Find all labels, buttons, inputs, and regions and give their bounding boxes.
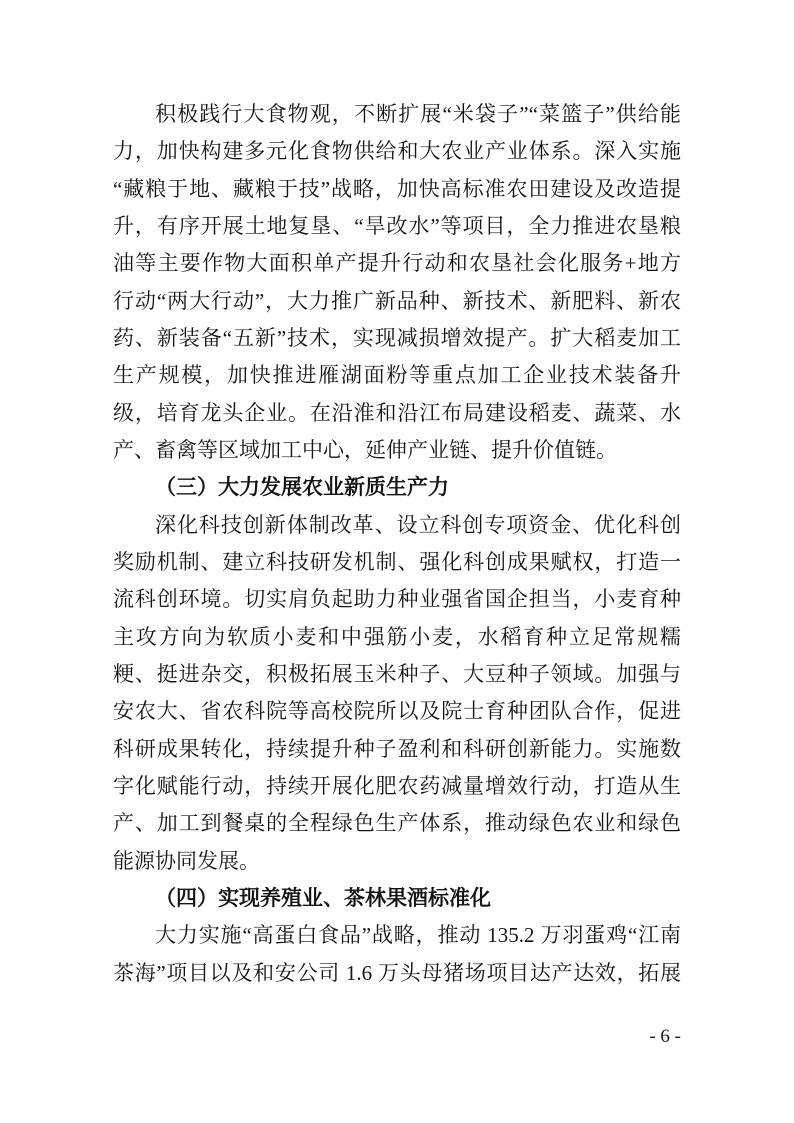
text-line: 油等主要作物大面积单产提升行动和农垦社会化服务+地方	[113, 251, 681, 276]
text-line: 科研成果转化，持续提升种子盈利和科研创新能力。实施数	[113, 736, 681, 761]
text-line: 主攻方向为软质小麦和中强筋小麦，水稻育种立足常规糯	[113, 624, 681, 649]
text-line: 流科创环境。切实肩负起助力种业强省国企担当，小麦育种	[113, 587, 681, 612]
text-line: 行动“两大行动”，大力推广新品种、新技术、新肥料、新农	[113, 288, 681, 313]
section-heading: （三）大力发展农业新质生产力	[155, 475, 449, 500]
text-line: 奖励机制、建立科技研发机制、强化科创成果赋权，打造一	[113, 549, 681, 574]
section-heading: （四）实现养殖业、茶林果酒标准化	[155, 885, 491, 910]
text-line: 字化赋能行动，持续开展化肥农药减量增效行动，打造从生	[113, 773, 681, 798]
text-line: 药、新装备“五新”技术，实现减损增效提产。扩大稻麦加工	[113, 325, 681, 350]
text-line: 产、加工到餐桌的全程绿色生产体系，推动绿色农业和绿色	[113, 811, 681, 836]
text-line: 安农大、省农科院等高校院所以及院士育种团队合作，促进	[113, 699, 681, 724]
text-line: “藏粮于地、藏粮于技”战略，加快高标准农田建设及改造提	[113, 176, 681, 201]
text-line: 生产规模，加快推进雁湖面粉等重点加工企业技术装备升	[113, 363, 681, 388]
page-footer	[113, 1026, 681, 1048]
text-line: 升，有序开展土地复垦、“旱改水”等项目，全力推进农垦粮	[113, 213, 681, 238]
text-line: 深化科技创新体制改革、设立科创专项资金、优化科创	[155, 512, 681, 537]
text-line: 茶海”项目以及和安公司 1.6 万头母猪场项目达产达效，拓展	[113, 960, 681, 985]
page-number: - 6 -	[649, 1026, 681, 1047]
text-line: 能源协同发展。	[113, 848, 260, 873]
text-line: 粳、挺进杂交，积极拓展玉米种子、大豆种子领域。加强与	[113, 661, 681, 686]
text-line: 力，加快构建多元化食物供给和大农业产业体系。深入实施	[113, 139, 681, 164]
document-body	[113, 96, 681, 992]
text-line: 产、畜禽等区域加工中心，延伸产业链、提升价值链。	[113, 437, 617, 462]
text-line: 积极践行大食物观，不断扩展“米袋子”“菜篮子”供给能	[155, 102, 681, 126]
text-line: 级，培育龙头企业。在沿淮和沿江布局建设稻麦、蔬菜、水	[113, 400, 681, 425]
text-line: 大力实施“高蛋白食品”战略，推动 135.2 万羽蛋鸡“江南	[155, 923, 681, 948]
